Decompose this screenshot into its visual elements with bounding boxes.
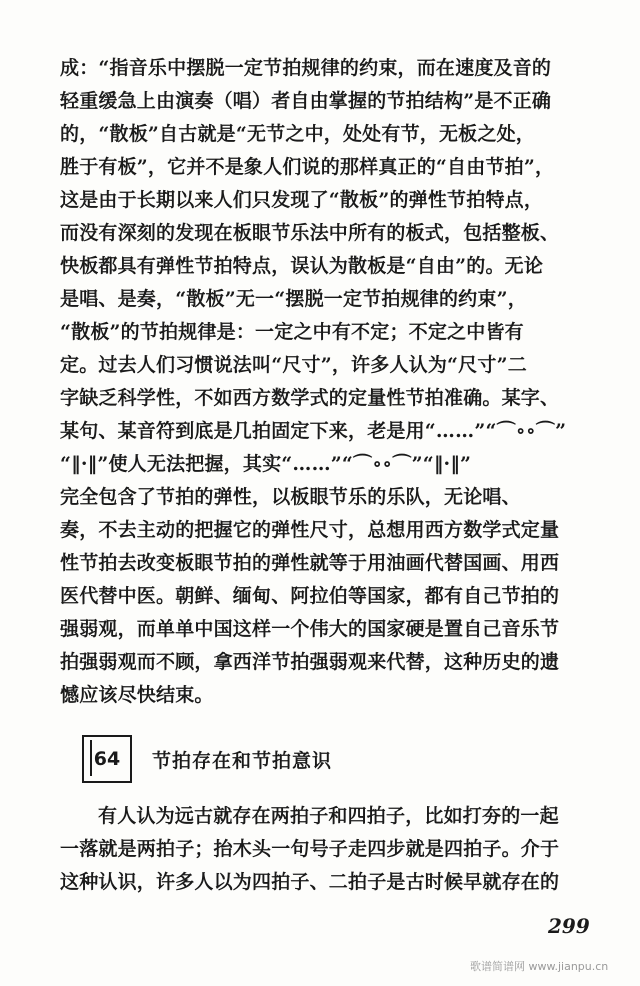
- text-line: 成：“指音乐中摆脱一定节拍规律的约束，而在速度及音的: [60, 57, 552, 79]
- text-line: “散板”的节拍规律是：一定之中有不定；不定之中皆有: [60, 321, 524, 343]
- text-line: 一落就是两拍子；抬木头一句号子走四步就是四拍子。介于: [60, 838, 560, 860]
- section-number: 64: [93, 748, 121, 770]
- text-line: 而没有深刻的发现在板眼节乐法中所有的板式，包括整板、: [60, 222, 560, 244]
- text-line: 强弱观，而单单中国这样一个伟大的国家硬是置自己音乐节: [60, 618, 560, 640]
- text-line: 定。过去人们习惯说法叫“尺寸”，许多人认为“尺寸”二: [60, 354, 527, 376]
- paragraph-2: [60, 800, 620, 899]
- paragraph-1: [60, 52, 620, 712]
- text-line: 奏，不去主动的把握它的弹性尺寸，总想用西方数学式定量: [60, 519, 560, 541]
- watermark: 歌谱简谱网 www.jianpu.cn: [470, 960, 609, 973]
- text-line: 完全包含了节拍的弹性，以板眼节乐的乐队，无论唱、: [60, 486, 521, 508]
- text-line: 某句、某音符到底是几拍固定下来，老是用“……”“⌒∘∘⌒”: [60, 420, 567, 442]
- text-line: 拍强弱观而不顾，拿西洋节拍强弱观来代替，这种历史的遗: [60, 651, 560, 673]
- text-line: 轻重缓急上由演奏（唱）者自由掌握的节拍结构”是不正确: [60, 90, 552, 112]
- text-line: 快板都具有弹性节拍特点，误认为散板是“自由”的。无论: [60, 255, 544, 277]
- section-title: 节拍存在和节拍意识: [152, 749, 333, 772]
- section-heading: [82, 734, 332, 784]
- text-line: “‖·‖”使人无法把握，其实“……”“⌒∘∘⌒”“‖·‖”: [60, 453, 472, 475]
- text-line: 这是由于长期以来人们只发现了“散板”的弹性节拍特点，: [60, 189, 544, 211]
- text-line: 这种认识，许多人以为四拍子、二拍子是古时候早就存在的: [60, 871, 560, 893]
- text-line: 医代替中医。朝鲜、缅甸、阿拉伯等国家，都有自己节拍的: [60, 585, 560, 607]
- text-line: 憾应该尽快结束。: [60, 684, 214, 706]
- text-line: 是唱、是奏，“散板”无一“摆脱一定节拍规律的约束”，: [60, 288, 527, 310]
- text-line: 有人认为远古就存在两拍子和四拍子，比如打夯的一起: [98, 805, 559, 827]
- text-line: 的，“散板”自古就是“无节之中，处处有节，无板之处，: [60, 123, 535, 145]
- text-line: 字缺乏科学性，不如西方数学式的定量性节拍准确。某字、: [60, 387, 560, 409]
- page-number: 299: [548, 914, 590, 938]
- text-line: 胜于有板”，它并不是象人们说的那样真正的“自由节拍”，: [60, 156, 555, 178]
- text-line: 性节拍去改变板眼节拍的弹性就等于用油画代替国画、用西: [60, 552, 560, 574]
- section-number-box: [82, 735, 132, 783]
